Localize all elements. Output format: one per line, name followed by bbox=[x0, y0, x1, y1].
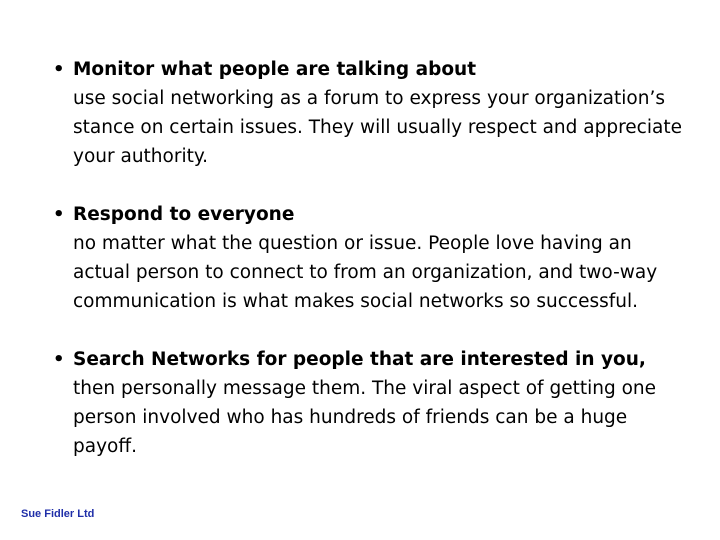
bullet-heading: Monitor what people are talking about bbox=[73, 59, 477, 80]
bullet-dot-icon: • bbox=[53, 204, 65, 225]
bullet-item-respond bbox=[52, 200, 682, 316]
bullet-body: no matter what the question or issue. People love having an actual person to connect to from an organization, and two-way communication is what makes social networks so successful. bbox=[73, 233, 658, 312]
bullet-heading: Respond to everyone bbox=[73, 204, 295, 225]
bullet-list bbox=[52, 55, 682, 461]
bullet-body: then personally message them. The viral aspect of getting one person involved who has hundreds of friends can be a huge payoff. bbox=[73, 378, 656, 457]
bullet-heading: Search Networks for people that are interested in you, bbox=[73, 349, 646, 370]
bullet-dot-icon: • bbox=[53, 59, 65, 80]
bullet-item-search bbox=[52, 345, 682, 461]
footer-credit: Sue Fidler Ltd bbox=[21, 508, 95, 520]
bullet-item-monitor bbox=[52, 55, 682, 171]
bullet-dot-icon: • bbox=[53, 349, 65, 370]
bullet-body: use social networking as a forum to express your organization’s stance on certain issues. They will usually respect and appreciate your authority. bbox=[73, 88, 682, 167]
